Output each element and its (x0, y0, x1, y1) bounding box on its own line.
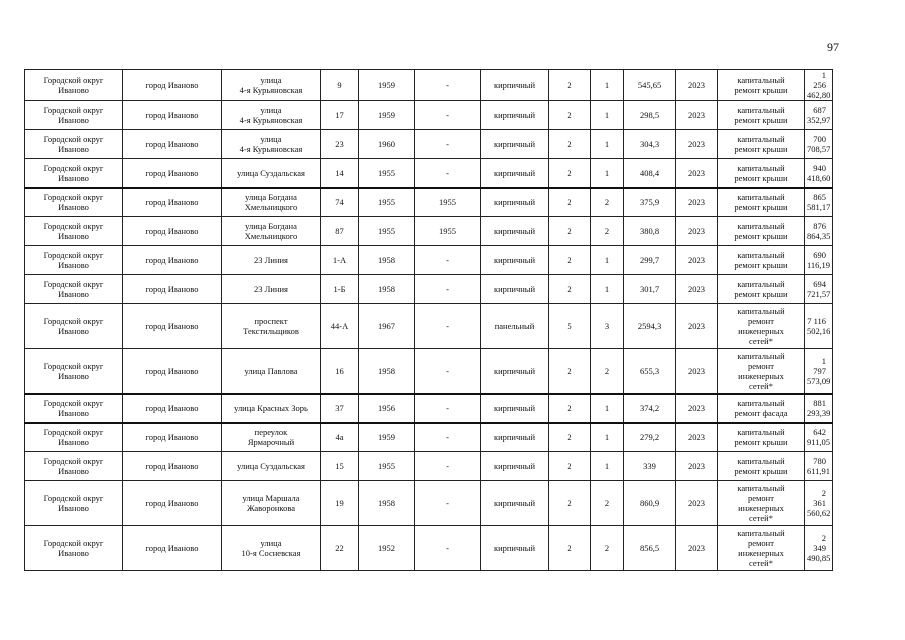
cell-city: город Иваново (123, 101, 222, 130)
cell-entrances: 2 (591, 526, 624, 571)
cell-street: улица 4-я Курьяновская (222, 70, 321, 101)
cell-work-type: капитальный ремонт инженерных сетей* (718, 481, 805, 526)
cell-year-overhaul: - (415, 275, 481, 304)
cell-cost: 780 611,91 (805, 452, 833, 481)
cell-district: Городской округ Иваново (25, 70, 123, 101)
cell-street: улица 4-я Курьяновская (222, 130, 321, 159)
cell-floors: 5 (549, 304, 591, 349)
cell-floors: 2 (549, 452, 591, 481)
cell-floors: 2 (549, 349, 591, 394)
cell-district: Городской округ Иваново (25, 159, 123, 188)
cell-year-overhaul: - (415, 481, 481, 526)
cell-wall-material: кирпичный (481, 452, 549, 481)
cell-entrances: 1 (591, 159, 624, 188)
cell-street: улица Павлова (222, 349, 321, 394)
cell-wall-material: кирпичный (481, 423, 549, 452)
cell-plan-year: 2023 (676, 70, 718, 101)
cell-year-overhaul: - (415, 246, 481, 275)
cell-wall-material: кирпичный (481, 275, 549, 304)
cell-entrances: 3 (591, 304, 624, 349)
cell-floors: 2 (549, 217, 591, 246)
cell-entrances: 1 (591, 130, 624, 159)
cell-plan-year: 2023 (676, 188, 718, 217)
cell-year-built: 1967 (359, 304, 415, 349)
cell-district: Городской округ Иваново (25, 101, 123, 130)
cell-work-type: капитальный ремонт крыши (718, 423, 805, 452)
table-row (25, 70, 833, 101)
table-row (25, 217, 833, 246)
cell-cost: 642 911,05 (805, 423, 833, 452)
cell-work-type: капитальный ремонт крыши (718, 246, 805, 275)
cell-year-overhaul: - (415, 394, 481, 423)
cell-year-built: 1955 (359, 452, 415, 481)
cell-entrances: 2 (591, 188, 624, 217)
table-row (25, 275, 833, 304)
cell-floors: 2 (549, 394, 591, 423)
table-row (25, 159, 833, 188)
table-row (25, 526, 833, 571)
cell-street: улица 4-я Курьяновская (222, 101, 321, 130)
cell-work-type: капитальный ремонт инженерных сетей* (718, 526, 805, 571)
cell-work-type: капитальный ремонт крыши (718, 70, 805, 101)
cell-area: 279,2 (624, 423, 676, 452)
cell-street: 23 Линия (222, 275, 321, 304)
cell-year-overhaul: - (415, 130, 481, 159)
cell-house: 14 (321, 159, 359, 188)
cell-city: город Иваново (123, 246, 222, 275)
cell-city: город Иваново (123, 130, 222, 159)
cell-district: Городской округ Иваново (25, 394, 123, 423)
cell-year-built: 1958 (359, 246, 415, 275)
cell-work-type: капитальный ремонт крыши (718, 452, 805, 481)
cell-year-overhaul: - (415, 304, 481, 349)
cell-floors: 2 (549, 423, 591, 452)
cell-entrances: 1 (591, 246, 624, 275)
cell-floors: 2 (549, 130, 591, 159)
cell-house: 23 (321, 130, 359, 159)
cell-wall-material: кирпичный (481, 130, 549, 159)
cell-street: улица Богдана Хмельницкого (222, 217, 321, 246)
cell-entrances: 1 (591, 394, 624, 423)
cell-wall-material: кирпичный (481, 526, 549, 571)
table-row (25, 452, 833, 481)
cell-house: 1-А (321, 246, 359, 275)
cell-city: город Иваново (123, 526, 222, 571)
cell-street: проспект Текстильщиков (222, 304, 321, 349)
cell-year-overhaul: - (415, 452, 481, 481)
cell-street: улица Красных Зорь (222, 394, 321, 423)
cell-cost: 2 349 490,85 (805, 526, 833, 571)
cell-year-built: 1958 (359, 349, 415, 394)
table-row (25, 101, 833, 130)
cell-plan-year: 2023 (676, 349, 718, 394)
cell-plan-year: 2023 (676, 423, 718, 452)
cell-cost: 881 293,39 (805, 394, 833, 423)
cell-year-overhaul: - (415, 70, 481, 101)
table-row (25, 423, 833, 452)
cell-area: 374,2 (624, 394, 676, 423)
cell-cost: 940 418,60 (805, 159, 833, 188)
cell-floors: 2 (549, 526, 591, 571)
cell-street: улица Маршала Жаворонкова (222, 481, 321, 526)
cell-house: 44-А (321, 304, 359, 349)
cell-district: Городской округ Иваново (25, 452, 123, 481)
cell-street: улица Суздальская (222, 159, 321, 188)
cell-area: 2594,3 (624, 304, 676, 349)
cell-year-built: 1955 (359, 188, 415, 217)
cell-street: улица Суздальская (222, 452, 321, 481)
cell-area: 545,65 (624, 70, 676, 101)
cell-wall-material: кирпичный (481, 188, 549, 217)
cell-plan-year: 2023 (676, 246, 718, 275)
cell-year-overhaul: 1955 (415, 188, 481, 217)
cell-plan-year: 2023 (676, 159, 718, 188)
cell-cost: 2 361 560,62 (805, 481, 833, 526)
cell-year-overhaul: 1955 (415, 217, 481, 246)
cell-year-built: 1955 (359, 159, 415, 188)
cell-entrances: 2 (591, 481, 624, 526)
cell-city: город Иваново (123, 481, 222, 526)
cell-year-overhaul: - (415, 423, 481, 452)
cell-year-built: 1959 (359, 101, 415, 130)
cell-wall-material: кирпичный (481, 159, 549, 188)
page-number: 97 (827, 40, 839, 54)
cell-floors: 2 (549, 101, 591, 130)
table-row (25, 130, 833, 159)
cell-district: Городской округ Иваново (25, 275, 123, 304)
cell-entrances: 1 (591, 101, 624, 130)
cell-cost: 694 721,57 (805, 275, 833, 304)
cell-entrances: 1 (591, 275, 624, 304)
cell-city: город Иваново (123, 275, 222, 304)
cell-plan-year: 2023 (676, 130, 718, 159)
cell-house: 9 (321, 70, 359, 101)
cell-city: город Иваново (123, 394, 222, 423)
table-row (25, 188, 833, 217)
cell-house: 17 (321, 101, 359, 130)
cell-wall-material: панельный (481, 304, 549, 349)
cell-house: 1-Б (321, 275, 359, 304)
cell-house: 19 (321, 481, 359, 526)
cell-district: Городской округ Иваново (25, 526, 123, 571)
cell-cost: 687 352,97 (805, 101, 833, 130)
cell-entrances: 2 (591, 349, 624, 394)
cell-area: 860,9 (624, 481, 676, 526)
cell-wall-material: кирпичный (481, 217, 549, 246)
cell-city: город Иваново (123, 423, 222, 452)
cell-wall-material: кирпичный (481, 394, 549, 423)
cell-area: 299,7 (624, 246, 676, 275)
cell-district: Городской округ Иваново (25, 481, 123, 526)
cell-city: город Иваново (123, 304, 222, 349)
cell-street: 23 Линия (222, 246, 321, 275)
table-row (25, 304, 833, 349)
cell-district: Городской округ Иваново (25, 304, 123, 349)
cell-house: 15 (321, 452, 359, 481)
cell-year-overhaul: - (415, 159, 481, 188)
cell-cost: 700 708,57 (805, 130, 833, 159)
table-row (25, 394, 833, 423)
table-row (25, 481, 833, 526)
cell-house: 4а (321, 423, 359, 452)
cell-city: город Иваново (123, 217, 222, 246)
cell-cost: 876 864,35 (805, 217, 833, 246)
cell-plan-year: 2023 (676, 275, 718, 304)
cell-district: Городской округ Иваново (25, 423, 123, 452)
cell-house: 16 (321, 349, 359, 394)
cell-house: 37 (321, 394, 359, 423)
cell-year-built: 1952 (359, 526, 415, 571)
cell-wall-material: кирпичный (481, 101, 549, 130)
cell-city: город Иваново (123, 70, 222, 101)
cell-year-overhaul: - (415, 349, 481, 394)
cell-year-built: 1955 (359, 217, 415, 246)
cell-work-type: капитальный ремонт крыши (718, 130, 805, 159)
cell-work-type: капитальный ремонт крыши (718, 188, 805, 217)
cell-street: переулок Ярмарочный (222, 423, 321, 452)
cell-cost: 865 581,17 (805, 188, 833, 217)
cell-work-type: капитальный ремонт инженерных сетей* (718, 349, 805, 394)
cell-district: Городской округ Иваново (25, 349, 123, 394)
cell-cost: 690 116,19 (805, 246, 833, 275)
cell-work-type: капитальный ремонт крыши (718, 101, 805, 130)
cell-wall-material: кирпичный (481, 349, 549, 394)
cell-cost: 1 256 462,80 (805, 70, 833, 101)
cell-house: 22 (321, 526, 359, 571)
cell-floors: 2 (549, 246, 591, 275)
cell-cost: 1 797 573,09 (805, 349, 833, 394)
cell-year-built: 1960 (359, 130, 415, 159)
cell-work-type: капитальный ремонт фасада (718, 394, 805, 423)
cell-wall-material: кирпичный (481, 246, 549, 275)
cell-floors: 2 (549, 481, 591, 526)
cell-district: Городской округ Иваново (25, 130, 123, 159)
cell-work-type: капитальный ремонт инженерных сетей* (718, 304, 805, 349)
table-row (25, 246, 833, 275)
cell-plan-year: 2023 (676, 304, 718, 349)
cell-entrances: 1 (591, 70, 624, 101)
cell-area: 856,5 (624, 526, 676, 571)
cell-cost: 7 116 502,16 (805, 304, 833, 349)
housing-repair-table (24, 69, 833, 571)
cell-year-built: 1958 (359, 275, 415, 304)
cell-year-built: 1958 (359, 481, 415, 526)
cell-wall-material: кирпичный (481, 70, 549, 101)
cell-year-overhaul: - (415, 101, 481, 130)
cell-year-built: 1956 (359, 394, 415, 423)
cell-area: 339 (624, 452, 676, 481)
cell-wall-material: кирпичный (481, 481, 549, 526)
cell-area: 298,5 (624, 101, 676, 130)
cell-area: 380,8 (624, 217, 676, 246)
cell-entrances: 1 (591, 452, 624, 481)
cell-area: 655,3 (624, 349, 676, 394)
cell-area: 375,9 (624, 188, 676, 217)
table-row (25, 349, 833, 394)
cell-house: 87 (321, 217, 359, 246)
cell-district: Городской округ Иваново (25, 217, 123, 246)
cell-house: 74 (321, 188, 359, 217)
cell-floors: 2 (549, 188, 591, 217)
cell-plan-year: 2023 (676, 526, 718, 571)
cell-floors: 2 (549, 70, 591, 101)
cell-work-type: капитальный ремонт крыши (718, 217, 805, 246)
cell-work-type: капитальный ремонт крыши (718, 275, 805, 304)
cell-district: Городской округ Иваново (25, 246, 123, 275)
cell-area: 301,7 (624, 275, 676, 304)
cell-street: улица 10-я Сосневская (222, 526, 321, 571)
cell-entrances: 1 (591, 423, 624, 452)
cell-year-built: 1959 (359, 70, 415, 101)
cell-city: город Иваново (123, 452, 222, 481)
cell-plan-year: 2023 (676, 217, 718, 246)
cell-plan-year: 2023 (676, 481, 718, 526)
cell-floors: 2 (549, 275, 591, 304)
cell-city: город Иваново (123, 159, 222, 188)
cell-year-built: 1959 (359, 423, 415, 452)
cell-street: улица Богдана Хмельницкого (222, 188, 321, 217)
cell-work-type: капитальный ремонт крыши (718, 159, 805, 188)
cell-city: город Иваново (123, 349, 222, 394)
cell-floors: 2 (549, 159, 591, 188)
cell-plan-year: 2023 (676, 452, 718, 481)
cell-city: город Иваново (123, 188, 222, 217)
cell-entrances: 2 (591, 217, 624, 246)
cell-area: 304,3 (624, 130, 676, 159)
cell-plan-year: 2023 (676, 101, 718, 130)
cell-year-overhaul: - (415, 526, 481, 571)
cell-area: 408,4 (624, 159, 676, 188)
cell-plan-year: 2023 (676, 394, 718, 423)
cell-district: Городской округ Иваново (25, 188, 123, 217)
